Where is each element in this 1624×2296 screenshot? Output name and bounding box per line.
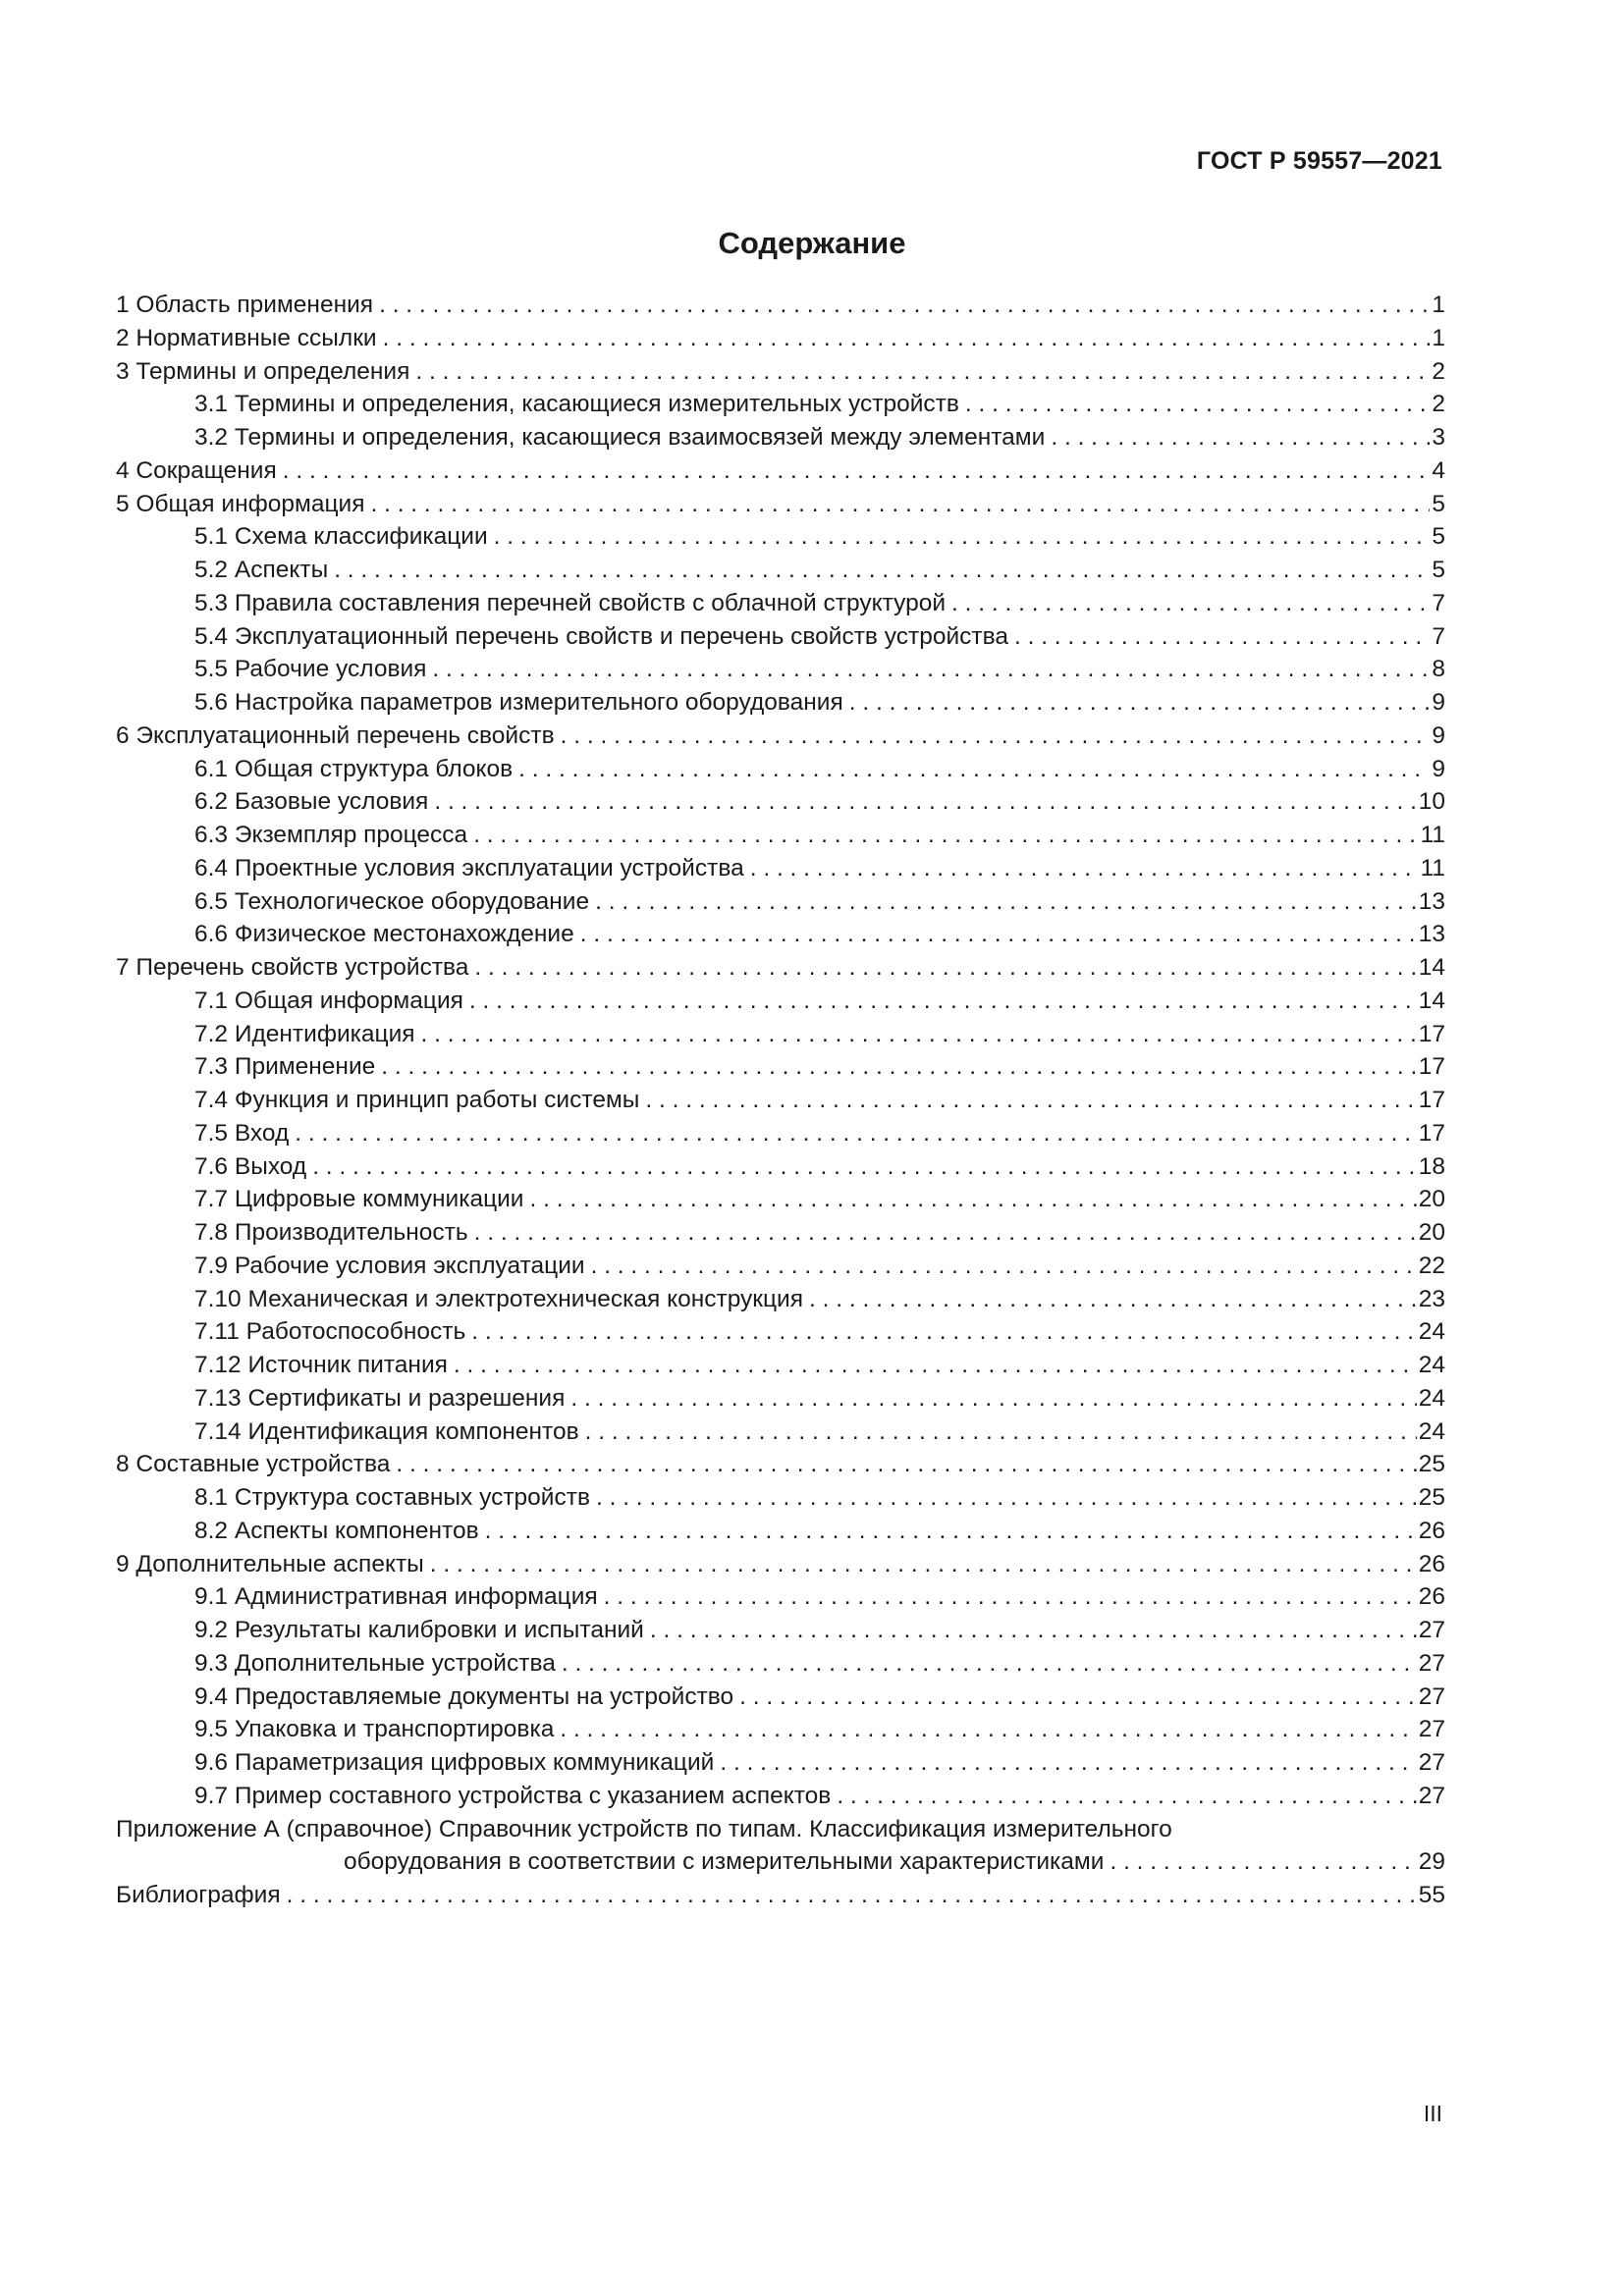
toc-entry-title: 7.1 Общая информация [194,987,463,1014]
toc-entry-title: 4 Сокращения [116,456,277,484]
toc-entry-title: 6.5 Технологическое оборудование [194,887,590,915]
toc-entry-title: 5.2 Аспекты [194,557,329,583]
toc-subsection-entry[interactable] [116,1018,1445,1051]
toc-subsection-entry[interactable] [116,753,1445,786]
toc-leader-dots [469,985,1417,1018]
toc-entry-page: 13 [1418,921,1445,948]
toc-leader-dots [381,1050,1416,1084]
toc-entry-page: 27 [1418,1682,1445,1710]
toc-section-entry[interactable] [116,355,1445,389]
toc-section-entry[interactable] [116,322,1445,355]
toc-leader-dots [562,1647,1417,1681]
toc-leader-dots [415,355,1430,389]
toc-section-entry[interactable] [116,289,1445,322]
toc-entry-title: 7.6 Выход [194,1152,307,1180]
toc-subsection-entry[interactable] [116,1349,1445,1382]
toc-entry-page: 17 [1418,1053,1445,1081]
toc-entry-title: 8 Составные устройства [116,1451,391,1478]
toc-entry-title: 7.14 Идентификация компонентов [194,1417,579,1445]
toc-entry-title: 7.12 Источник питания [194,1352,448,1378]
toc-leader-dots [334,554,1430,587]
toc-entry-page: 27 [1418,1617,1445,1643]
toc-appendix-title-continued: оборудования в соответствии с измерительными характеристиками [344,1848,1105,1876]
toc-subsection-entry[interactable] [116,1415,1445,1449]
toc-leader-dots [432,653,1430,686]
toc-section-entry[interactable] [116,454,1445,488]
toc-entry-title: 7.3 Применение [194,1053,376,1081]
toc-entry-title: 7 Перечень свойств устройства [116,954,469,981]
toc-entry-page: 10 [1418,788,1445,816]
toc-subsection-entry[interactable] [116,554,1445,587]
toc-leader-dots [370,488,1430,521]
toc-entry-page: 22 [1418,1252,1445,1279]
toc-leader-dots [849,686,1431,720]
toc-entry-page: 9 [1432,721,1445,749]
toc-entry-title: 5.4 Эксплуатационный перечень свойств и перечень свойств устройства [194,622,1008,650]
toc-entry-title: 6.6 Физическое местонахождение [194,921,574,948]
toc-leader-dots [739,1681,1417,1714]
toc-entry-title: 6.1 Общая структура блоков [194,755,514,782]
toc-entry-title: 6.4 Проектные условия эксплуатации устройства [194,854,744,881]
toc-section-entry[interactable] [116,951,1445,985]
toc-entry-page: 25 [1418,1451,1445,1478]
toc-leader-dots [383,322,1431,355]
toc-entry-page: 18 [1418,1152,1445,1180]
toc-leader-dots [454,1349,1417,1382]
toc-subsection-entry[interactable] [116,852,1445,885]
toc-leader-dots [1051,421,1430,454]
toc-leader-dots [585,1415,1417,1449]
toc-leader-dots [650,1614,1417,1647]
toc-leader-dots [750,852,1419,885]
toc-leader-dots [837,1780,1416,1813]
toc-entry-title: 9.5 Упаковка и транспортировка [194,1716,555,1743]
toc-entry-title: 5.1 Схема классификации [194,523,488,551]
toc-leader-dots [580,918,1417,951]
toc-entry-title: 1 Область применения [116,292,374,318]
toc-leader-dots [485,1515,1417,1548]
toc-leader-dots [645,1084,1416,1117]
toc-leader-dots [595,885,1417,919]
toc-entry-page: 5 [1432,490,1445,517]
toc-subsection-entry[interactable] [116,1713,1445,1746]
toc-subsection-entry[interactable] [116,1315,1445,1349]
toc-entry-page: 2 [1432,357,1445,385]
toc-entry-title: 3.1 Термины и определения, касающиеся измерительных устройств [194,391,959,418]
toc-subsection-entry[interactable] [116,1681,1445,1714]
toc-leader-dots [604,1580,1417,1614]
toc-leader-dots [561,720,1431,753]
toc-subsection-entry[interactable] [116,885,1445,919]
toc-entry-title: 5.6 Настройка параметров измерительного оборудования [194,689,843,716]
toc-subsection-entry[interactable] [116,1150,1445,1184]
toc-subsection-entry[interactable] [116,520,1445,554]
toc-entry-page: 1 [1432,292,1445,318]
toc-entry-page: 5 [1432,557,1445,583]
toc-subsection-entry[interactable] [116,1084,1445,1117]
toc-entry-page: 14 [1418,954,1445,981]
toc-entry-page: 5 [1432,523,1445,551]
toc-entry-page: 24 [1418,1318,1445,1346]
toc-subsection-entry[interactable] [116,1746,1445,1780]
toc-entry-page: 9 [1432,689,1445,716]
toc-entry-page: 14 [1418,987,1445,1014]
toc-subsection-entry[interactable] [116,1382,1445,1415]
toc-bibliography-title: Библиография [116,1882,281,1908]
toc-entry-page: 9 [1432,755,1445,782]
toc-leader-dots [1110,1845,1416,1879]
toc-entry-page: 8 [1432,656,1445,683]
toc-entry-title: 9.7 Пример составного устройства с указанием аспектов [194,1782,832,1809]
toc-entry-title: 9.3 Дополнительные устройства [194,1649,556,1677]
toc-entry-page: 20 [1418,1219,1445,1246]
toc-entry-title: 5 Общая информация [116,490,365,517]
toc-entry-title: 9 Дополнительные аспекты [116,1550,424,1577]
toc-entry-title: 7.8 Производительность [194,1219,468,1246]
toc-entry-page: 26 [1418,1583,1445,1611]
toc-subsection-entry[interactable] [116,686,1445,720]
toc-entry-page: 7 [1432,622,1445,650]
toc-leader-dots [430,1548,1417,1581]
toc-leader-dots [312,1150,1417,1184]
toc-leader-dots [596,1481,1417,1515]
toc-entry-page: 24 [1418,1417,1445,1445]
toc-leader-dots [570,1382,1416,1415]
toc-subsection-entry[interactable] [116,1647,1445,1681]
toc-subsection-entry[interactable] [116,1515,1445,1548]
toc-entry-page: 27 [1418,1649,1445,1677]
toc-entry-title: 5.3 Правила составления перечней свойств с облачной структурой [194,589,947,616]
toc-leader-dots [809,1283,1417,1316]
toc-entry-page: 1 [1432,324,1445,351]
toc-entry-page: 27 [1418,1782,1445,1809]
toc-entry-page: 17 [1418,1119,1445,1147]
toc-entry-page: 27 [1418,1716,1445,1743]
toc-appendix-page: 29 [1418,1848,1445,1876]
toc-leader-dots [591,1250,1417,1283]
toc-entry-page: 20 [1418,1186,1445,1213]
toc-subsection-entry[interactable] [116,1216,1445,1250]
toc-entry-title: 7.2 Идентификация [194,1020,415,1047]
toc-entry-page: 11 [1420,854,1445,881]
toc-subsection-entry[interactable] [116,985,1445,1018]
toc-section-entry[interactable] [116,720,1445,753]
toc-subsection-entry[interactable] [116,1117,1445,1150]
toc-entry-title: 9.2 Результаты калибровки и испытаний [194,1617,644,1643]
toc-entry-title: 9.4 Предоставляемые документы на устройство [194,1682,734,1710]
toc-subsection-entry[interactable] [116,1050,1445,1084]
page-title: Содержание [718,226,906,260]
toc-entry-title: 7.5 Вход [194,1119,290,1147]
toc-leader-dots [518,753,1430,786]
toc-entry-page: 25 [1418,1484,1445,1511]
toc-entry-title: 2 Нормативные ссылки [116,324,377,351]
toc-subsection-entry[interactable] [116,918,1445,951]
toc-subsection-entry[interactable] [116,1614,1445,1647]
toc-entry-title: 3.2 Термины и определения, касающиеся взаимосвязей между элементами [194,424,1046,451]
toc-bibliography[interactable] [116,1879,1445,1912]
toc-entries [116,289,1445,1813]
toc-leader-dots [1014,620,1430,654]
toc-appendix-line-2[interactable] [116,1845,1445,1879]
toc-entry-page: 4 [1432,456,1445,484]
toc-leader-dots [474,951,1416,985]
toc-leader-dots [379,289,1430,322]
page-number: III [1423,2101,1442,2126]
toc-subsection-entry[interactable] [116,421,1445,454]
toc-entry-page: 24 [1418,1352,1445,1378]
toc-leader-dots [434,785,1416,819]
toc-entry-title: 7.7 Цифровые коммуникации [194,1186,524,1213]
toc-entry-page: 3 [1432,424,1445,451]
toc-entry-page: 27 [1418,1749,1445,1776]
toc-entry-page: 26 [1418,1517,1445,1544]
toc-entry-title: 7.10 Механическая и электротехническая конструкция [194,1285,804,1312]
toc-entry-title: 7.9 Рабочие условия эксплуатации [194,1252,585,1279]
toc-bibliography-page: 55 [1418,1882,1445,1908]
toc-entry-title: 5.5 Рабочие условия [194,656,427,683]
toc-entry-page: 26 [1418,1550,1445,1577]
toc-subsection-entry[interactable] [116,1183,1445,1216]
toc-appendix-title: Приложение А (справочное) Справочник устройств по типам. Классификация измерительного [116,1815,1172,1842]
toc-subsection-entry[interactable] [116,1580,1445,1614]
toc-leader-dots [951,587,1430,620]
toc-subsection-entry[interactable] [116,587,1445,620]
toc-entry-page: 7 [1432,589,1445,616]
toc-leader-dots [474,1216,1417,1250]
toc-entry-title: 6.2 Базовые условия [194,788,429,816]
toc-subsection-entry[interactable] [116,653,1445,686]
toc-subsection-entry[interactable] [116,819,1445,852]
toc-entry-title: 7.11 Работоспособность [194,1318,466,1346]
toc-entry-title: 8.2 Аспекты компонентов [194,1517,479,1544]
toc-leader-dots [560,1713,1416,1746]
toc-entry-page: 11 [1420,822,1445,848]
toc-leader-dots [283,454,1431,488]
toc-entry-title: 7.4 Функция и принцип работы системы [194,1087,640,1113]
toc-entry-title: 3 Термины и определения [116,357,410,385]
toc-leader-dots [473,819,1418,852]
toc-leader-dots [396,1448,1416,1481]
toc-subsection-entry[interactable] [116,620,1445,654]
toc-entry-title: 7.13 Сертификаты и разрешения [194,1384,566,1412]
toc-subsection-entry[interactable] [116,785,1445,819]
toc-leader-dots [529,1183,1416,1216]
toc-leader-dots [494,520,1431,554]
toc-subsection-entry[interactable] [116,1780,1445,1813]
toc-entry-page: 2 [1432,391,1445,418]
toc-appendix-line-1[interactable] [116,1813,1445,1846]
toc-section-entry[interactable] [116,488,1445,521]
toc-leader-dots [720,1746,1416,1780]
toc-subsection-entry[interactable] [116,1250,1445,1283]
toc-section-entry[interactable] [116,1548,1445,1581]
toc-entry-title: 9.1 Административная информация [194,1583,598,1611]
toc-entry-page: 17 [1418,1020,1445,1047]
toc-leader-dots [287,1879,1417,1912]
toc-section-entry[interactable] [116,1448,1445,1481]
table-of-contents [116,289,1445,1912]
toc-entry-title: 9.6 Параметризация цифровых коммуникаций [194,1749,715,1776]
toc-subsection-entry[interactable] [116,1481,1445,1515]
toc-leader-dots [295,1117,1416,1150]
toc-subsection-entry[interactable] [116,1283,1445,1316]
toc-entry-page: 17 [1418,1087,1445,1113]
toc-entry-page: 24 [1418,1384,1445,1412]
toc-subsection-entry[interactable] [116,388,1445,421]
toc-entry-title: 8.1 Структура составных устройств [194,1484,590,1511]
toc-entry-title: 6 Эксплуатационный перечень свойств [116,721,555,749]
toc-entry-page: 13 [1418,887,1445,915]
toc-leader-dots [421,1018,1417,1051]
toc-entry-page: 23 [1418,1285,1445,1312]
toc-leader-dots [965,388,1430,421]
standard-designation: ГОСТ Р 59557—2021 [1196,147,1442,175]
toc-leader-dots [471,1315,1416,1349]
toc-entry-title: 6.3 Экземпляр процесса [194,822,468,848]
